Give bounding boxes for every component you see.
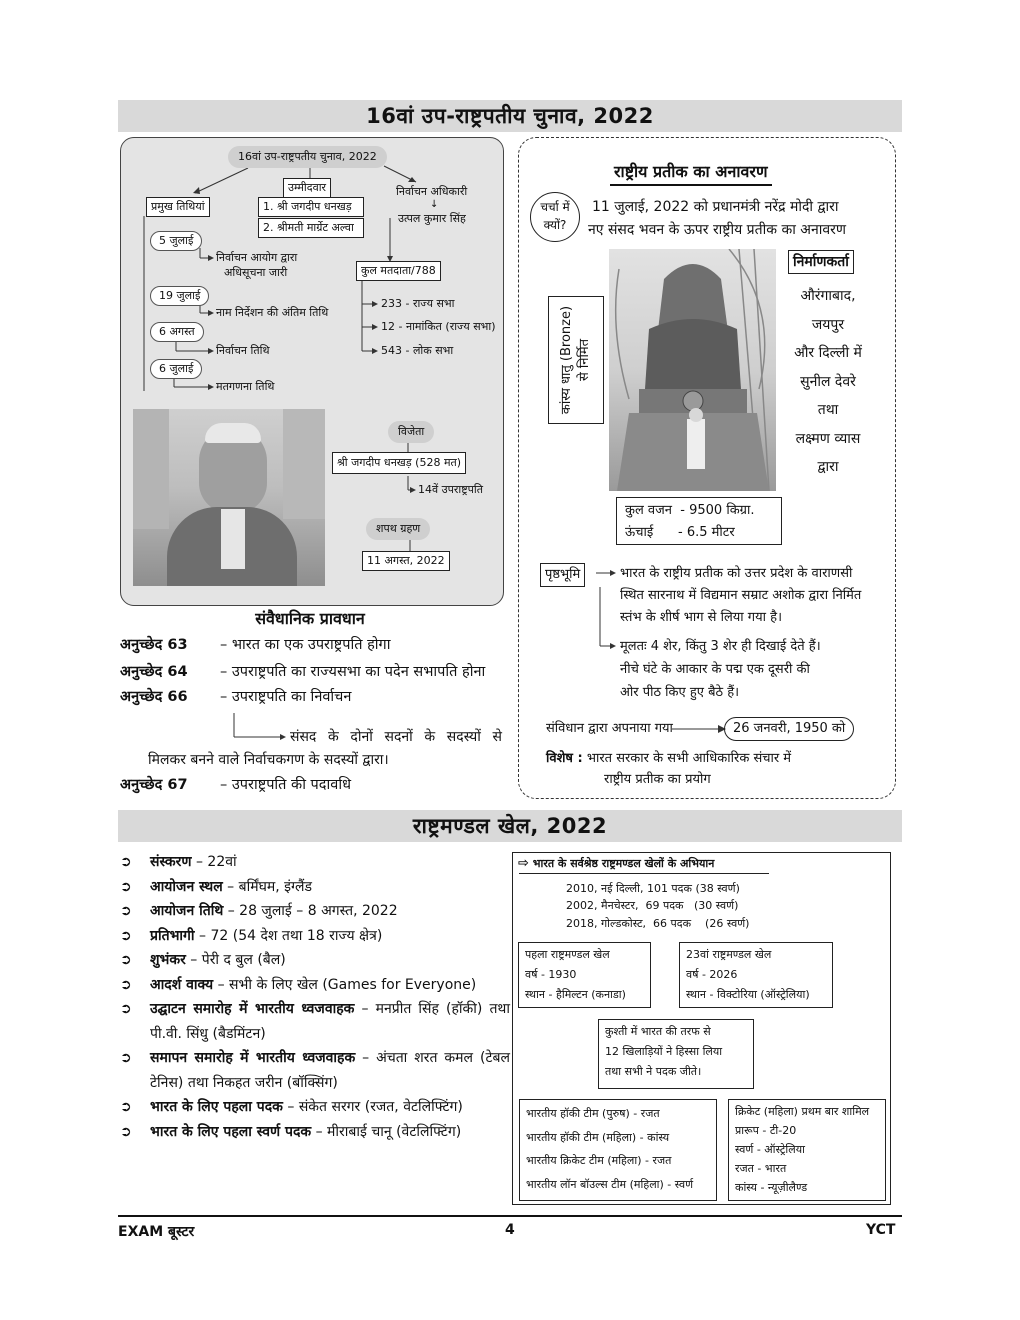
voters-rajya-sabha: 233 - राज्य सभा [381, 297, 455, 310]
fact-value: – 28 जुलाई – 8 अगस्त, 2022 [223, 903, 398, 919]
candidate-2: 2. श्रीमती मार्ग्रेट अल्वा [258, 218, 364, 238]
background-text [620, 563, 861, 629]
best-campaigns-heading [518, 856, 714, 872]
team-medal-line: भारतीय हॉकी टीम (पुरुष) - रजत [526, 1107, 660, 1120]
first-games-box [518, 942, 651, 1008]
winner-heading: विजेता [388, 421, 434, 443]
counting-event: मतगणना तिथि [216, 380, 275, 393]
lions-line: नीचे घंटे के आकार के पद्म एक दूसरी की [620, 662, 810, 677]
arrow-bullet-icon: ➲ [120, 976, 132, 993]
date-19-july: 19 जुलाई [150, 286, 209, 306]
first-games-year: वर्ष - 1930 [525, 968, 577, 981]
background-line: स्थित सारनाथ में विद्यमान सम्राट अशोक द्वारा निर्मित [620, 588, 862, 603]
why-news-circle [530, 192, 580, 242]
list-item [120, 899, 510, 924]
date-6-july: 6 जुलाई [150, 359, 202, 379]
date-5-july: 5 जुलाई [150, 231, 202, 251]
emblem-title: राष्ट्रीय प्रतीक का अनावरण [610, 160, 772, 186]
arrow-bullet-icon: ➲ [120, 903, 132, 919]
fact-label: भारत के लिए पहला पदक [150, 1099, 283, 1115]
list-item [120, 850, 510, 875]
date-6-august: 6 अगस्त [150, 322, 204, 342]
list-item [120, 875, 510, 900]
winner-name: श्री जगदीप धनखड़ (528 मत) [332, 452, 466, 474]
article-63-number: अनुच्छेद 63 [120, 637, 188, 653]
fact-value: – पेरी द बुल (बैल) [185, 952, 286, 968]
article-67-text: – उपराष्ट्रपति की पदावधि [220, 777, 351, 793]
bronze-label-line-1: कांस्य धातु (Bronze) [559, 305, 574, 415]
lions-line: मूलतः 4 शेर, किंतु 3 शेर ही दिखाई देते हैं। [620, 639, 821, 654]
officer-arrow: ↓ [430, 199, 439, 210]
fact-label: आदर्श वाक्य [150, 976, 214, 993]
best-campaign-2018: 2018, गोल्डकोस्ट, 66 पदक (26 स्वर्ण) [566, 917, 750, 930]
special-label: विशेष : [546, 751, 583, 766]
first-games-venue: स्थान - हैमिल्टन (कनाडा) [525, 988, 626, 1001]
fact-value: – मीराबाई चानू (वेटलिफ्टिंग) [311, 1123, 462, 1140]
maker-line: और दिल्ली में [794, 345, 862, 361]
arrow-bullet-icon: ➲ [120, 1001, 132, 1017]
winner-rank: 14वें उपराष्ट्रपति [418, 483, 484, 496]
arrow-bullet-icon: ➲ [120, 927, 132, 944]
fact-value: – 72 (54 देश तथा 18 राज्य क्षेत्र) [194, 927, 383, 944]
page-number: 4 [505, 1222, 515, 1238]
article-66-number: अनुच्छेद 66 [120, 689, 188, 705]
returning-officer-name: उत्पल कुमार सिंह [398, 212, 466, 225]
cwg-facts-list [120, 850, 510, 1144]
arrow-bullet-icon: ➲ [120, 1123, 132, 1140]
fact-label: शुभंकर [150, 952, 186, 968]
maker-line: लक्ष्मण व्यास [795, 430, 861, 447]
oath-date: 11 अगस्त, 2022 [362, 551, 450, 571]
article-66-detail-2: मिलकर बनने वाले निर्वाचकगण के सदस्यों द्वारा। [148, 752, 389, 768]
fact-value: – सभी के लिए खेल (Games for Everyone) [213, 976, 477, 993]
next-games-box [679, 942, 833, 1008]
best-campaigns-title: भारत के सर्वश्रेष्ठ राष्ट्रमण्डल खेलों के अभियान [532, 857, 715, 870]
constitutional-provisions-heading: संवैधानिक प्रावधान [255, 609, 365, 628]
next-games-venue: स्थान - विक्टोरिया (ऑस्ट्रेलिया) [686, 988, 810, 1001]
footer-rule [118, 1215, 902, 1217]
maker-line: द्वारा [817, 459, 839, 475]
fact-value: – अंचता शरत कमल (टेबल टेनिस) तथा निकहत जरीन (बॉक्सिंग) [150, 1050, 510, 1091]
article-67-number: अनुच्छेद 67 [120, 777, 188, 793]
best-campaign-2010: 2010, नई दिल्ली, 101 पदक (38 स्वर्ण) [566, 882, 740, 895]
list-item [120, 924, 510, 949]
fact-value: – मनप्रीत सिंह (हॉकी) तथा पी.वी. सिंधु (बैडमिंटन) [150, 1001, 510, 1042]
background-line: स्तंभ के शीर्ष भाग से लिया गया है। [620, 610, 782, 625]
vice-president-photo [133, 409, 325, 586]
voters-nominated: 12 - नामांकित (राज्य सभा) [381, 320, 496, 333]
cricket-line: स्वर्ण - ऑस्ट्रेलिया [735, 1143, 805, 1156]
cwg-banner: राष्ट्रमण्डल खेल, 2022 [118, 810, 902, 842]
arrow-bullet-icon: ➲ [120, 952, 132, 968]
team-medal-line: भारतीय क्रिकेट टीम (महिला) - रजत [526, 1154, 672, 1167]
why-news-line-2: क्यों? [543, 218, 567, 232]
candidate-1: 1. श्री जगदीप धनखड़ [258, 197, 364, 217]
oath-heading: शपथ ग्रहण [366, 518, 430, 540]
wrestling-line: 12 खिलाड़ियों ने हिस्सा लिया [605, 1045, 723, 1058]
makers-heading: निर्माणकर्ता [788, 250, 854, 274]
total-voters: कुल मतदाता/788 [356, 261, 441, 281]
cricket-line: कांस्य - न्यूज़ीलैण्ड [735, 1181, 808, 1194]
special-line-1: भारत सरकार के सभी आधिकारिक संचार में [586, 751, 792, 766]
article-66-text: – उपराष्ट्रपति का निर्वाचन [220, 689, 352, 705]
why-news-line-1: चर्चा में [540, 200, 570, 214]
article-63-text: – भारत का एक उपराष्ट्रपति होगा [220, 637, 391, 653]
emblem-photo-art [609, 249, 776, 491]
team-medal-line: भारतीय लॉन बॉउल्स टीम (महिला) - स्वर्ण [526, 1177, 694, 1191]
fact-label: प्रतिभागी [150, 927, 195, 944]
arrow-bullet-icon: ➲ [120, 1050, 132, 1066]
bronze-label-line-2: से निर्मित [577, 338, 592, 382]
bronze-label [548, 296, 604, 424]
arrow-bullet-icon: ➲ [120, 1099, 132, 1115]
best-campaign-2002: 2002, मैनचेस्टर, 69 पदक (30 स्वर्ण) [566, 899, 739, 912]
list-item [120, 948, 510, 973]
article-66 [120, 686, 351, 708]
article-66-detail-1: संसद के दोनों सदनों के सदस्यों से [290, 729, 502, 745]
fact-value: – संकेत सरगर (रजत, वेटलिफ्टिंग) [282, 1099, 463, 1115]
returning-officer-heading: निर्वाचन अधिकारी [396, 185, 468, 198]
cricket-line: प्रारूप - टी-20 [735, 1124, 797, 1137]
emblem-photo [609, 249, 776, 491]
notification-event-2: अधिसूचना जारी [224, 266, 288, 279]
lions-line: ओर पीठ किए हुए बैठे हैं। [620, 685, 740, 700]
fact-value: – बर्मिंघम, इंग्लैंड [222, 878, 312, 895]
key-dates-heading: प्रमुख तिथियां [146, 197, 210, 217]
wrestling-line: कुश्ती में भारत की तरफ से [605, 1025, 711, 1038]
article-67 [120, 774, 351, 796]
cricket-line: रजत - भारत [735, 1162, 787, 1175]
footer-left: EXAM बूस्टर [118, 1224, 195, 1240]
emblem-height: ऊंचाई - 6.5 मीटर [625, 525, 735, 540]
adopted-date: 26 जनवरी, 1950 को [724, 717, 854, 741]
team-medal-line: भारतीय हॉकी टीम (महिला) - कांस्य [526, 1130, 670, 1144]
maker-line: जयपुर [811, 316, 845, 333]
wrestling-box [598, 1019, 754, 1089]
special-line-2: राष्ट्रीय प्रतीक का प्रयोग [604, 772, 711, 787]
list-item [120, 1046, 510, 1095]
next-games-title: 23वां राष्ट्रमण्डल खेल [686, 948, 772, 961]
pointing-arrow-icon: ⇨ [518, 856, 529, 871]
article-64-number: अनुच्छेद 64 [120, 664, 188, 680]
lions-text [620, 635, 821, 704]
news-line-2: नए संसद भवन के ऊपर राष्ट्रीय प्रतीक का अनावरण [588, 222, 846, 238]
wrestling-line: तथा सभी ने पदक जीते। [605, 1065, 702, 1078]
cricket-line: क्रिकेट (महिला) प्रथम बार शामिल [735, 1105, 870, 1118]
footer-right: YCT [866, 1222, 896, 1238]
arrow-bullet-icon: ➲ [120, 854, 132, 870]
maker-line: सुनील देवरे [800, 373, 856, 390]
arrow-bullet-icon: ➲ [120, 878, 132, 895]
next-games-year: वर्ष - 2026 [686, 968, 738, 981]
fact-label: भारत के लिए पहला स्वर्ण पदक [150, 1123, 312, 1140]
diagram-title: 16वां उप-राष्ट्रपतीय चुनाव, 2022 [228, 146, 387, 168]
article-64 [120, 661, 485, 683]
background-line: भारत के राष्ट्रीय प्रतीक को उत्तर प्रदेश के वाराणसी [620, 566, 853, 581]
adopted-label: संविधान द्वारा अपनाया गया [546, 721, 673, 736]
first-games-title: पहला राष्ट्रमण्डल खेल [525, 948, 610, 961]
notification-event: निर्वाचन आयोग द्वारा [216, 251, 298, 264]
fact-label: संस्करण [150, 854, 192, 870]
fact-label: उद्घाटन समारोह में भारतीय ध्वजवाहक [150, 1001, 355, 1017]
list-item [120, 1095, 510, 1120]
fact-label: आयोजन तिथि [150, 903, 224, 919]
nomination-event: नाम निर्देशन की अंतिम तिथि [216, 306, 329, 319]
special-note [546, 748, 791, 770]
maker-line: औरंगाबाद, [800, 288, 856, 304]
list-item [120, 1120, 510, 1145]
fact-label: आयोजन स्थल [150, 878, 223, 895]
article-63 [120, 634, 390, 656]
makers-list [778, 282, 878, 482]
emblem-dimensions-box [616, 497, 782, 545]
article-64-text: – उपराष्ट्रपति का राज्यसभा का पदेन सभापति होना [220, 664, 486, 680]
cricket-box [728, 1099, 886, 1201]
vp-election-banner: 16वां उप-राष्ट्रपतीय चुनाव, 2022 [118, 100, 902, 132]
maker-line: तथा [817, 402, 839, 418]
heading-underline [519, 873, 769, 874]
news-line-1: 11 जुलाई, 2022 को प्रधानमंत्री नरेंद्र मोदी द्वारा [592, 199, 839, 215]
list-item [120, 997, 510, 1046]
election-event: निर्वाचन तिथि [216, 344, 270, 357]
team-medals-box [519, 1099, 717, 1201]
emblem-weight: कुल वजन - 9500 किग्रा. [625, 503, 755, 518]
candidates-heading: उम्मीदवार [283, 178, 331, 198]
background-heading: पृष्ठभूमि [540, 563, 585, 587]
fact-label: समापन समारोह में भारतीय ध्वजवाहक [150, 1050, 356, 1066]
list-item [120, 973, 510, 998]
voters-lok-sabha: 543 - लोक सभा [381, 344, 454, 357]
fact-value: – 22वां [191, 854, 237, 870]
